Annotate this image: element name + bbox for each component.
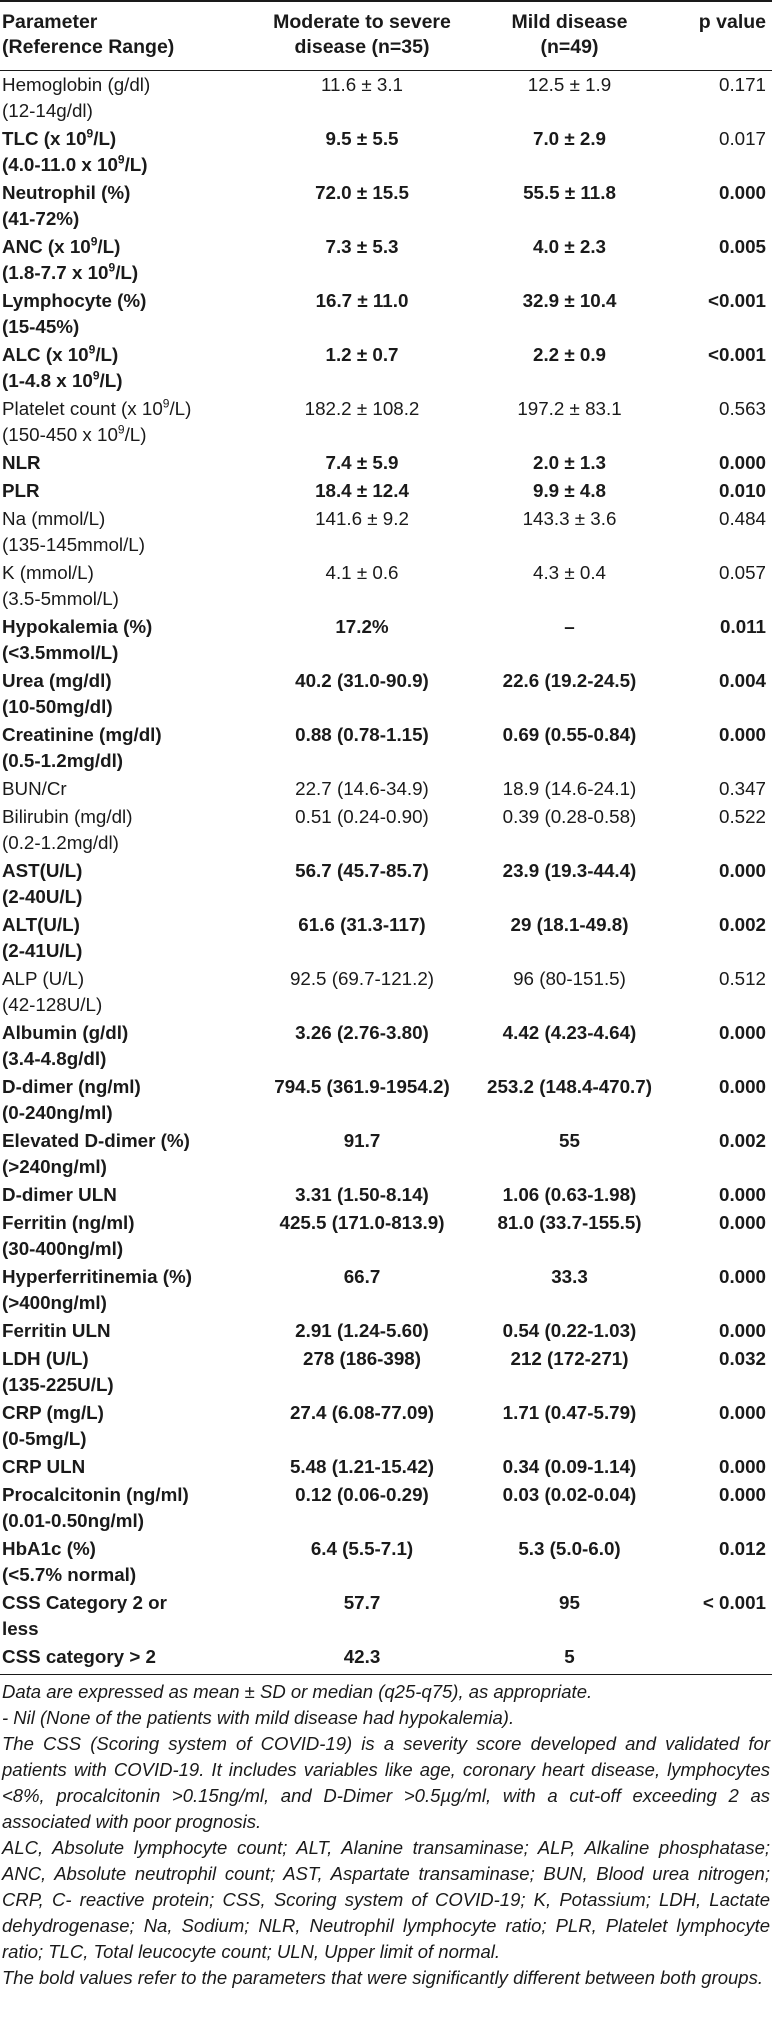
cell-moderate-severe: 56.7 (45.7-85.7) [295,860,429,881]
cell-p-value: 0.484 [719,508,766,529]
cell-mild: 32.9 ± 10.4 [522,290,617,311]
cell-mild: 0.69 (0.55-0.84) [502,724,637,745]
header-moderate-label: Moderate to severe [273,11,451,33]
cell-parameter [0,911,257,965]
cell-p-value: 0.057 [719,562,766,583]
parameter-name: D-dimer ULN [2,1184,117,1205]
reference-range: (>240ng/ml) [2,1156,107,1177]
cell-mild: 4.0 ± 2.3 [533,236,606,257]
parameter-name: HbA1c (%) [2,1538,96,1559]
cell-parameter [0,965,257,1019]
cell-mild: 0.03 (0.02-0.04) [502,1484,637,1505]
parameter-name: Na (mmol/L) [2,508,106,529]
cell-parameter [0,1643,257,1675]
cell-parameter [0,775,257,803]
parameter-name: Urea (mg/dl) [2,670,112,691]
table-row [0,395,772,449]
table-row [0,1535,772,1589]
cell-p-value: 0.000 [719,1320,766,1341]
table-row [0,911,772,965]
header-mild [467,1,672,71]
reference-range: (4.0-11.0 x $10^9/L$) [2,152,148,175]
cell-mild: 33.3 [551,1266,588,1287]
cell-parameter [0,613,257,667]
table-row [0,287,772,341]
table-row [0,1481,772,1535]
parameter-name: ALP (U/L) [2,968,85,989]
cell-p-value: <0.001 [708,344,766,365]
cell-p-value: 0.002 [719,1130,766,1151]
footnote: The bold values refer to the parameters that were significantly different between both groups. [2,1967,763,1988]
table-row [0,1345,772,1399]
reference-range: (135-225U/L) [2,1374,114,1395]
cell-mild: 22.6 (19.2-24.5) [502,670,637,691]
header-reference-label: (Reference Range) [2,36,175,58]
table-row [0,477,772,505]
parameter-name: ALT(U/L) [2,914,80,935]
parameter-name: Creatinine (mg/dl) [2,724,162,745]
reference-range: (3.4-4.8g/dl) [2,1048,107,1069]
cell-mild: 5.3 (5.0-6.0) [518,1538,621,1559]
table-footnotes [0,1675,772,1991]
cell-moderate-severe: 18.4 ± 12.4 [315,480,409,501]
table-row [0,1263,772,1317]
parameter-name: Hypokalemia (%) [2,616,153,637]
cell-moderate-severe: 22.7 (14.6-34.9) [295,778,429,799]
cell-p-value: 0.000 [719,182,766,203]
reference-range: (0-240ng/ml) [2,1102,113,1123]
cell-moderate-severe: 42.3 [257,1643,467,1675]
table-row [0,1019,772,1073]
parameter-name: CRP ULN [2,1456,86,1477]
cell-moderate-severe: 7.4 ± 5.9 [325,452,399,473]
cell-moderate-severe: 0.12 (0.06-0.29) [295,1484,429,1505]
parameter-name: Neutrophil (%) [2,182,131,203]
reference-range: (0.2-1.2mg/dl) [2,832,119,853]
table-row [0,1073,772,1127]
parameter-name: NLR [2,452,41,473]
cell-moderate-severe: 57.7 [343,1592,381,1613]
parameter-name: ALC (x $10^9/L$) [2,342,119,365]
header-p-value: p value [672,1,772,71]
cell-parameter [0,1399,257,1453]
cell-mild: 253.2 (148.4-470.7) [487,1076,652,1097]
footnote: Data are expressed as mean ± SD or median (q25-q75), as appropriate. [2,1681,593,1702]
cell-parameter [0,1181,257,1209]
cell-mild: 95 [559,1592,580,1613]
footnote: The CSS (Scoring system of COVID-19) is a severity score developed and validated for patients with COVID-19. It includes variables like age, coronary heart disease, lymphocytes <8%, procalcitonin >0.15ng/ml, and D-Dimer >0.5µg/ml, with a cut-off exceeding 2 as associated with poor prognosis. [2,1733,770,1832]
cell-mild: 2.2 ± 0.9 [533,344,606,365]
header-mild-sub: (n=49) [540,36,599,58]
reference-range: (>400ng/ml) [2,1292,107,1313]
reference-range: (135-145mmol/L) [2,534,146,555]
cell-parameter [0,721,257,775]
cell-p-value: 0.000 [719,1456,766,1477]
cell-p-value: 0.004 [719,670,766,691]
cell-moderate-severe: 11.6 ± 3.1 [320,74,403,95]
table-row [0,857,772,911]
cell-mild: 18.9 (14.6-24.1) [502,778,637,799]
parameter-name: Lymphocyte (%) [2,290,147,311]
cell-moderate-severe: 5.48 (1.21-15.42) [289,1456,435,1477]
footnote: ALC, Absolute lymphocyte count; ALT, Alanine transaminase; ALP, Alkaline phosphatase; ANC, Absolute neutrophil count; AST, Aspartate transaminase; BUN, Blood urea nitrogen; CRP, C- reactive protein; CSS, Scoring system of COVID-19; K, Potassium; LDH, Lactate dehydrogenase; Na, Sodium; NLR, Neutrophil lymphocyte ratio; PLR, Platelet lymphocyte ratio; TLC, Total leucocyte count; ULN, Upper limit of normal. [2,1837,770,1962]
cell-p-value: < 0.001 [702,1592,766,1613]
parameter-name: BUN/Cr [2,778,67,799]
cell-moderate-severe: 17.2% [335,616,389,637]
reference-range: (41-72%) [2,208,80,229]
reference-range: (1.8-7.7 x $10^9/L$) [2,260,139,283]
cell-moderate-severe: 278 (186-398) [303,1348,421,1369]
table-row [0,1317,772,1345]
cell-parameter [0,1481,257,1535]
cell-mild: 29 (18.1-49.8) [510,914,629,935]
cell-mild: 0.39 (0.28-0.58) [502,806,637,827]
reference-range: (42-128U/L) [2,994,103,1015]
cell-moderate-severe: 6.4 (5.5-7.1) [310,1538,414,1559]
cell-mild: 1.71 (0.47-5.79) [502,1402,637,1423]
cell-moderate-severe: 40.2 (31.0-90.9) [295,670,429,691]
cell-p-value: 0.002 [719,914,766,935]
cell-p-value: 0.512 [719,968,766,989]
parameter-name: TLC (x $10^9/L$) [2,126,117,149]
cell-moderate-severe: 27.4 (6.08-77.09) [289,1402,435,1423]
cell-parameter [0,1127,257,1181]
reference-range: (12-14g/dl) [2,100,93,121]
cell-parameter [0,125,257,179]
cell-mild: 4.42 (4.23-4.64) [502,1022,637,1043]
cell-moderate-severe: 7.3 ± 5.3 [325,236,399,257]
cell-p-value: <0.001 [708,290,766,311]
cell-parameter [0,1317,257,1345]
reference-range: (0-5mg/L) [2,1428,87,1449]
cell-mild: 23.9 (19.3-44.4) [502,860,637,881]
cell-mild: 5 [467,1643,672,1675]
reference-range: (2-40U/L) [2,886,83,907]
table-row [0,179,772,233]
cell-mild: 55.5 ± 11.8 [523,182,616,203]
parameter-name: Ferritin ULN [2,1320,111,1341]
parameter-name: K (mmol/L) [2,562,94,583]
parameter-name: LDH (U/L) [2,1348,89,1369]
cell-mild: 4.3 ± 0.4 [533,562,606,583]
cell-parameter [0,1209,257,1263]
parameter-name: ANC (x $10^9/L$) [2,234,121,257]
parameter-name: Albumin (g/dl) [2,1022,129,1043]
cell-p-value: 0.012 [719,1538,766,1559]
cell-parameter [0,1073,257,1127]
header-parameter [0,1,257,71]
cell-mild: – [564,616,575,637]
cell-p-value: 0.005 [719,236,766,257]
header-moderate-sub: disease (n=35) [294,36,430,58]
cell-mild: 0.54 (0.22-1.03) [502,1320,637,1341]
table-body [0,71,772,1675]
cell-parameter [0,449,257,477]
cell-moderate-severe: 72.0 ± 15.5 [315,182,409,203]
parameter-name: D-dimer (ng/ml) [2,1076,141,1097]
reference-range: (3.5-5mmol/L) [2,588,119,609]
cell-mild: 0.34 (0.09-1.14) [502,1456,637,1477]
table-row [0,965,772,1019]
cell-parameter [0,1535,257,1589]
cell-mild: 55 [559,1130,580,1151]
cell-parameter [0,179,257,233]
cell-moderate-severe: 425.5 (171.0-813.9) [279,1212,445,1233]
cell-p-value: 0.000 [719,860,766,881]
reference-range: (15-45%) [2,316,80,337]
cell-moderate-severe: 66.7 [343,1266,381,1287]
cell-moderate-severe: 16.7 ± 11.0 [315,290,409,311]
reference-range: (2-41U/L) [2,940,83,961]
cell-p-value: 0.017 [719,128,766,149]
cell-moderate-severe: 1.2 ± 0.7 [325,344,399,365]
table-row [0,449,772,477]
cell-p-value: 0.000 [719,1402,766,1423]
cell-moderate-severe: 3.31 (1.50-8.14) [295,1184,429,1205]
table-row [0,1127,772,1181]
parameter-name: Hyperferritinemia (%) [2,1266,192,1287]
table-row [0,1209,772,1263]
cell-parameter [0,1453,257,1481]
cell-parameter [0,559,257,613]
cell-p-value: 0.563 [719,398,766,419]
reference-range: (10-50mg/dl) [2,696,113,717]
cell-moderate-severe: 9.5 ± 5.5 [325,128,399,149]
cell-moderate-severe: 141.6 ± 9.2 [315,508,409,529]
cell-parameter [0,71,257,126]
cell-parameter [0,667,257,721]
table-row [0,341,772,395]
header-mild-label: Mild disease [511,11,628,33]
table-header-row [0,1,772,71]
table-row [0,71,772,126]
parameter-name: PLR [2,480,40,501]
reference-range: (0.01-0.50ng/ml) [2,1510,144,1531]
reference-range: (1-4.8 x $10^9/L$) [2,368,123,391]
cell-p-value: 0.000 [719,1022,766,1043]
cell-moderate-severe: 4.1 ± 0.6 [325,562,399,583]
cell-p-value: 0.011 [720,616,766,637]
footnote: - Nil (None of the patients with mild disease had hypokalemia). [2,1707,515,1728]
table-row [0,125,772,179]
cell-moderate-severe: 0.51 (0.24-0.90) [295,806,429,827]
cell-moderate-severe: 61.6 (31.3-117) [298,914,426,935]
reference-range: (0.5-1.2mg/dl) [2,750,124,771]
cell-parameter [0,803,257,857]
cell-p-value: 0.000 [719,724,766,745]
reference-range: (30-400ng/ml) [2,1238,124,1259]
cell-parameter [0,395,257,449]
cell-p-value [672,1643,772,1675]
table-row [0,613,772,667]
cell-parameter [0,287,257,341]
cell-p-value: 0.000 [719,1184,766,1205]
reference-range: (<5.7% normal) [2,1564,137,1585]
parameter-name: Ferritin (ng/ml) [2,1212,135,1233]
cell-mild: 96 (80-151.5) [513,968,626,989]
parameter-name: Platelet count (x $10^9/L$) [2,396,192,419]
cell-moderate-severe: 2.91 (1.24-5.60) [295,1320,429,1341]
cell-parameter [0,1019,257,1073]
cell-moderate-severe: 3.26 (2.76-3.80) [295,1022,429,1043]
cell-parameter [0,1589,257,1643]
cell-moderate-severe: 794.5 (361.9-1954.2) [274,1076,450,1097]
cell-p-value: 0.522 [719,806,766,827]
cell-parameter [0,857,257,911]
table-row [0,775,772,803]
cell-parameter [0,341,257,395]
cell-p-value: 0.000 [719,452,766,473]
table-row [0,1643,772,1675]
table-row [0,667,772,721]
table-row [0,559,772,613]
cell-parameter [0,233,257,287]
cell-mild: 197.2 ± 83.1 [517,398,622,419]
parameter-name: Procalcitonin (ng/ml) [2,1484,189,1505]
reference-range: (<3.5mmol/L) [2,642,119,663]
cell-mild: 7.0 ± 2.9 [533,128,606,149]
table-row [0,1589,772,1643]
cell-parameter [0,1345,257,1399]
table-row [0,1453,772,1481]
cell-mild: 81.0 (33.7-155.5) [497,1212,642,1233]
parameter-name: CSS Category 2 or [2,1592,167,1613]
parameter-name: CSS category > 2 [2,1646,156,1667]
cell-p-value: 0.000 [719,1212,766,1233]
cell-p-value: 0.032 [719,1348,766,1369]
reference-range: less [2,1618,39,1639]
table-row [0,1399,772,1453]
cell-p-value: 0.000 [719,1076,766,1097]
parameter-name: Elevated D-dimer (%) [2,1130,190,1151]
cell-p-value: 0.171 [719,74,766,95]
table-row [0,721,772,775]
cell-p-value: 0.000 [719,1266,766,1287]
cell-mild: 143.3 ± 3.6 [522,508,617,529]
cell-mild: 212 (172-271) [510,1348,629,1369]
cell-moderate-severe: 0.88 (0.78-1.15) [295,724,429,745]
table-row [0,1181,772,1209]
table-row [0,505,772,559]
cell-mild: 12.5 ± 1.9 [527,74,612,95]
cell-moderate-severe: 91.7 [343,1130,381,1151]
parameter-name: Bilirubin (mg/dl) [2,806,133,827]
cell-parameter [0,477,257,505]
cell-moderate-severe: 182.2 ± 108.2 [304,398,420,419]
cell-p-value: 0.347 [719,778,766,799]
parameter-name: Hemoglobin (g/dl) [2,74,151,95]
cell-mild: 9.9 ± 4.8 [533,480,606,501]
cell-p-value: 0.010 [719,480,766,501]
cell-mild: 2.0 ± 1.3 [533,452,606,473]
cell-p-value: 0.000 [719,1484,766,1505]
cell-parameter [0,505,257,559]
reference-range: (150-450 x $10^9/L$) [2,422,147,445]
cell-moderate-severe: 92.5 (69.7-121.2) [289,968,435,989]
parameter-name: AST(U/L) [2,860,83,881]
cell-parameter [0,1263,257,1317]
header-moderate-severe [257,1,467,71]
cell-mild: 1.06 (0.63-1.98) [502,1184,637,1205]
table-row [0,803,772,857]
table-row [0,233,772,287]
parameter-name: CRP (mg/L) [2,1402,104,1423]
header-parameter-label: Parameter [2,11,98,33]
